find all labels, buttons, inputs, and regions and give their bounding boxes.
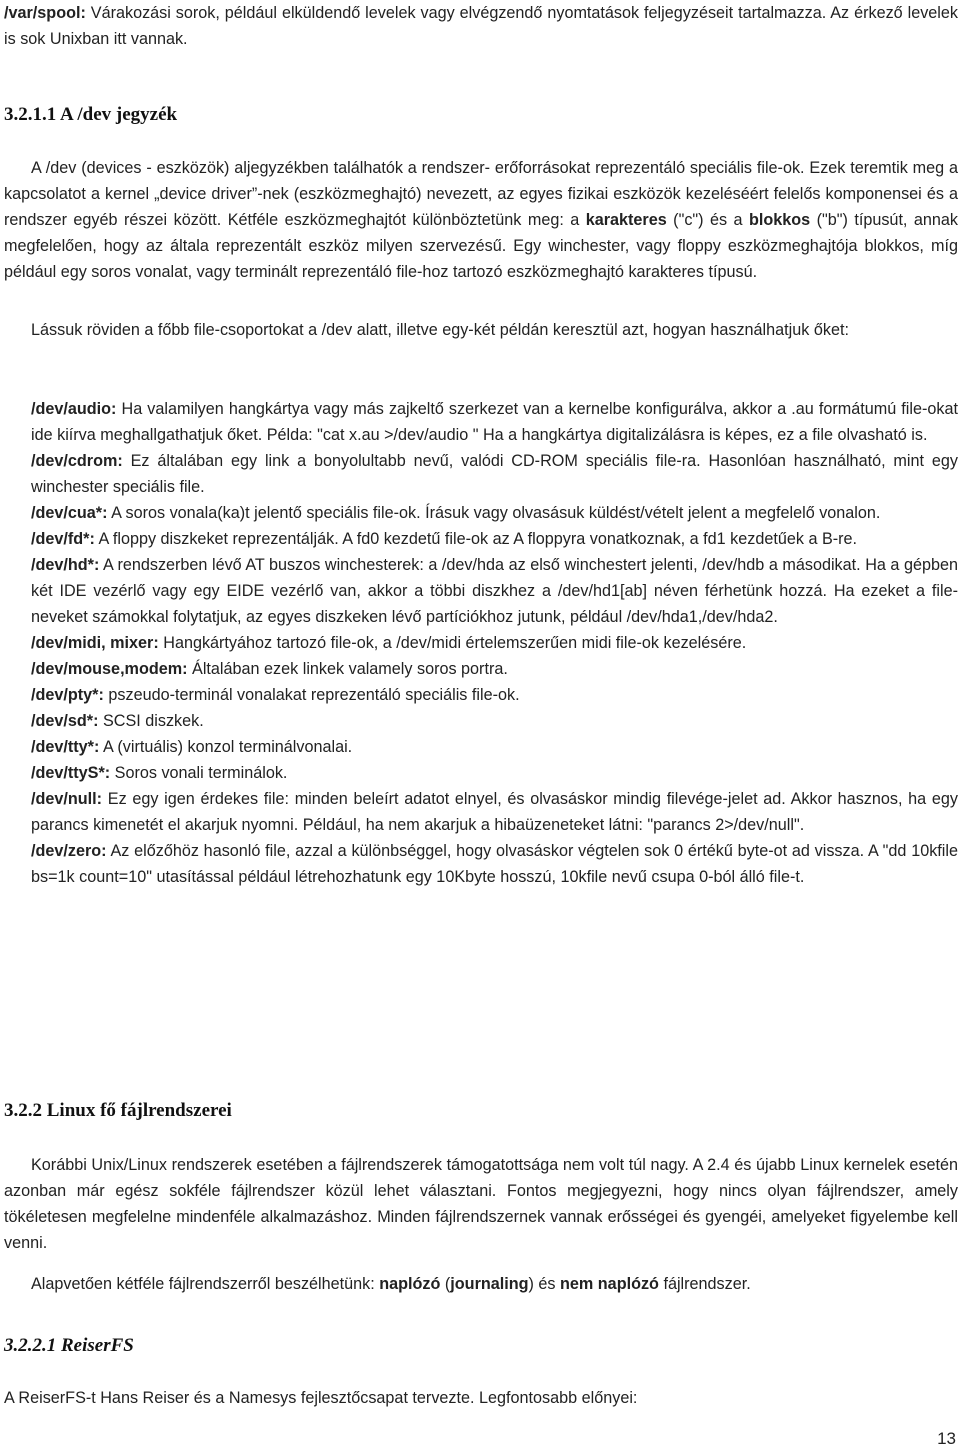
reiserfs-paragraph: A ReiserFS-t Hans Reiser és a Namesys fejlesztőcsapat tervezte. Legfontosabb előnyei:	[4, 1389, 638, 1407]
entry-text: SCSI diszkek.	[98, 712, 204, 730]
entry-text: Ez egy igen érdekes file: minden beleírt adatot elnyel, és olvasáskor mindig filevége-jelet ad. Akkor hasznos, ha egy parancs kimenetét el akarjuk nyomni. Például, ha nem akarjuk a hibaüzeneteket látni: "parancs 2>/dev/null".	[31, 790, 958, 834]
entry-dev-midi	[31, 630, 958, 656]
entry-text: A floppy diszkeket reprezentálják. A fd0 kezdetű file-ok az A floppyra vonatkoznak, a fd1 kezdetűek a B-re.	[94, 530, 858, 548]
entry-dev-audio	[31, 396, 958, 448]
fs-p2-text-e: ) és	[528, 1275, 561, 1293]
dev-intro2-paragraph: Lássuk röviden a főbb file-csoportokat a /dev alatt, illetve egy-két példán keresztül azt, hogyan használhatjuk őket:	[31, 321, 849, 339]
term-naplozo: naplózó	[379, 1275, 441, 1293]
entry-text: Általában ezek linkek valamely soros portra.	[187, 660, 508, 678]
entry-term: /dev/ttyS*:	[31, 764, 111, 782]
entry-term: /dev/audio:	[31, 400, 117, 418]
entry-dev-ttys	[31, 760, 958, 786]
dev-intro-text-2: ("c") és a	[666, 211, 749, 229]
entry-text: A (virtuális) konzol terminálvonalai.	[99, 738, 353, 756]
entry-dev-pty	[31, 682, 958, 708]
entry-dev-mouse	[31, 656, 958, 682]
entry-dev-cua	[31, 500, 958, 526]
entry-text: Hangkártyához tartozó file-ok, a /dev/midi értelemszerűen midi file-ok kezelésére.	[158, 634, 747, 652]
entry-term: /dev/null:	[31, 790, 103, 808]
filesystems-paragraph-2	[4, 1271, 958, 1297]
term-blokkos: blokkos	[749, 211, 811, 229]
entry-term: /dev/tty*:	[31, 738, 100, 756]
entry-term: /dev/cua*:	[31, 504, 108, 522]
section-heading-filesystems: 3.2.2 Linux fő fájlrendszerei	[4, 1100, 232, 1121]
dev-intro-text-1: A /dev (devices - eszközök) aljegyzékben találhatók a rendszer- erőforrásokat reprezentáló speciális file-ok. Ezek teremtik meg a kapcsolatot a kernel „device driver”-nek (eszközmeghajtó) nevezett, az egyes fizikai eszközök kezeléséért felelős komponensei és a rendszer egyéb részei között. Kétféle eszközmeghajtót különböztetünk meg: a	[4, 159, 958, 229]
dev-entry-list	[31, 396, 958, 890]
entry-term: /dev/hd*:	[31, 556, 100, 574]
page-number: 13	[937, 1429, 956, 1448]
entry-dev-cdrom	[31, 448, 958, 500]
term-journaling: journaling	[450, 1275, 529, 1293]
var-spool-text: Várakozási sorok, például elküldendő levelek vagy elvégzendő nyomtatások feljegyzéseit tartalmazza. Az érkező levelek is sok Unixban itt vannak.	[4, 4, 958, 48]
term-nem-naplozo: nem naplózó	[560, 1275, 659, 1293]
entry-text: Ez általában egy link a bonyolultabb nevű, valódi CD-ROM speciális file-ra. Hasonlóan használható, mint egy winchester speciális file.	[31, 452, 958, 496]
entry-term: /dev/midi, mixer:	[31, 634, 159, 652]
fs-p2-text-a: Alapvetően kétféle fájlrendszerről beszélhetünk:	[31, 1275, 380, 1293]
section-heading-dev: 3.2.1.1 A /dev jegyzék	[4, 104, 178, 125]
dev-intro-paragraph	[4, 155, 958, 285]
entry-term: /dev/pty*:	[31, 686, 104, 704]
entry-term: /dev/zero:	[31, 842, 107, 860]
entry-term: /dev/sd*:	[31, 712, 99, 730]
entry-dev-null	[31, 786, 958, 838]
entry-text: A rendszerben lévő AT buszos winchesterek: a /dev/hda az első winchestert jelenti, /dev/hdb a másodikat. Ha a gépben két IDE vezérlő vagy egy EIDE vezérlő van, akkor a többi diszkhez a /dev/hd1[ab] néven férhetünk hozzá. Ha ezeket a file-neveket számokkal folytatjuk, az egyes diszkeken lévő partíciókhoz jutunk, például /dev/hda1,/dev/hda2.	[31, 556, 958, 626]
var-spool-paragraph	[4, 0, 958, 52]
entry-term: /dev/mouse,modem:	[31, 660, 188, 678]
entry-text: Ha valamilyen hangkártya vagy más zajkeltő szerkezet van a kernelbe konfigurálva, akkor a .au formátumú file-okat ide kiírva meghallgathatjuk őket. Példa: "cat x.au >/dev/audio " Ha a hangkártya digitalizálásra is képes, ez a file olvasható is.	[31, 400, 958, 444]
entry-term: /dev/fd*:	[31, 530, 95, 548]
fs-p2-text-c: (	[440, 1275, 451, 1293]
entry-text: Az előzőhöz hasonló file, azzal a különbséggel, hogy olvasáskor végtelen sok 0 értékű byte-ot ad vissza. A "dd 10kfile bs=1k count=10" utasítással például létrehozhatunk egy 10Kbyte hosszú, 10kfile nevű csupa 0-ból álló file-t.	[31, 842, 958, 886]
entry-text: A soros vonala(ka)t jelentő speciális file-ok. Írásuk vagy olvasásuk küldést/vételt jelent a megfelelő vonalon.	[107, 504, 881, 522]
entry-text: pszeudo-terminál vonalakat reprezentáló speciális file-ok.	[103, 686, 520, 704]
entry-dev-hd	[31, 552, 958, 630]
entry-text: Soros vonali terminálok.	[110, 764, 288, 782]
filesystems-paragraph-1: Korábbi Unix/Linux rendszerek esetében a fájlrendszerek támogatottsága nem volt túl nagy. A 2.4 és újabb Linux kernelek esetén azonban már egész sokféle fájlrendszer közül lehet választani. Fontos megjegyezni, hogy nincs olyan fájlrendszer, amely tökéletesen megfelelne mindenféle alkalmazáshoz. Minden fájlrendszernek vannak erősségei és gyengéi, amelyeket figyelembe kell venni.	[4, 1156, 958, 1252]
entry-dev-fd	[31, 526, 958, 552]
entry-dev-sd	[31, 708, 958, 734]
entry-term: /dev/cdrom:	[31, 452, 123, 470]
fs-p2-text-g: fájlrendszer.	[658, 1275, 751, 1293]
term-var-spool: /var/spool:	[4, 4, 86, 22]
entry-dev-zero	[31, 838, 958, 890]
term-karakteres: karakteres	[585, 211, 667, 229]
dev-intro-text-3: ("b") típusút, annak megfelelően, hogy az általa reprezentált eszköz milyen szervezésű. Egy winchester, vagy floppy eszközmeghajtója blokkos, míg például egy soros vonalat, vagy terminált reprezentáló file-hoz tartozó eszközmeghajtó karakteres típusú.	[4, 211, 958, 281]
entry-dev-tty	[31, 734, 958, 760]
section-heading-reiserfs: 3.2.2.1 ReiserFS	[4, 1335, 134, 1356]
